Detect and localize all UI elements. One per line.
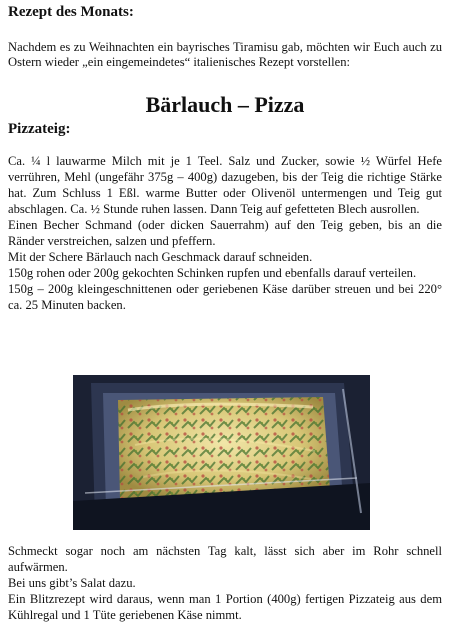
intro-paragraph: Nachdem es zu Weihnachten ein bayrisches Tiramisu gab, möchten wir Euch auch zu Ostern wieder „ein eingemeindetes“ italienisches Rezept vorstellen: — [8, 40, 442, 69]
note-1: Schmeckt sogar noch am nächsten Tag kalt, lässt sich aber im Rohr schnell aufwärmen. — [8, 544, 442, 574]
step-1: Ca. ¼ l lauwarme Milch mit je 1 Teel. Salz und Zucker, sowie ½ Würfel Hefe verrühren, Mehl (ungefähr 375g – 400g) dazugeben, bis der Teig die richtige Stärke hat. Zum Schluss 1 Eßl. warme Butter oder Olivenöl untermengen und Teig gut abschlagen. Ca. ½ Stunde ruhen lassen. Dann Teig auf gefetteten Blech ausrollen. — [8, 154, 442, 216]
step-2: Einen Becher Schmand (oder dicken Sauerrahm) auf den Teig geben, bis an die Ränder verstreichen, salzen und pfeffern. — [8, 218, 442, 248]
month-heading: Rezept des Monats: — [8, 4, 134, 20]
step-5: 150g – 200g kleingeschnittenen oder geriebenen Käse darüber streuen und bei 220° ca. 25 Minuten backen. — [8, 282, 442, 312]
note-3: Ein Blitzrezept wird daraus, wenn man 1 Portion (400g) fertigen Pizzateig aus dem Kühlregal und 1 Tüte geriebenen Käse nimmt. — [8, 592, 442, 622]
recipe-notes — [8, 543, 442, 623]
recipe-title: Bärlauch – Pizza — [145, 92, 305, 117]
pizza-tray-image — [73, 375, 370, 530]
step-3: Mit der Schere Bärlauch nach Geschmack darauf schneiden. — [8, 250, 313, 264]
dough-heading: Pizzateig: — [8, 121, 71, 137]
step-4: 150g rohen oder 200g gekochten Schinken rupfen und ebenfalls darauf verteilen. — [8, 266, 417, 280]
note-2: Bei uns gibt’s Salat dazu. — [8, 576, 136, 590]
recipe-steps — [8, 153, 442, 313]
pizza-photo — [73, 375, 370, 530]
